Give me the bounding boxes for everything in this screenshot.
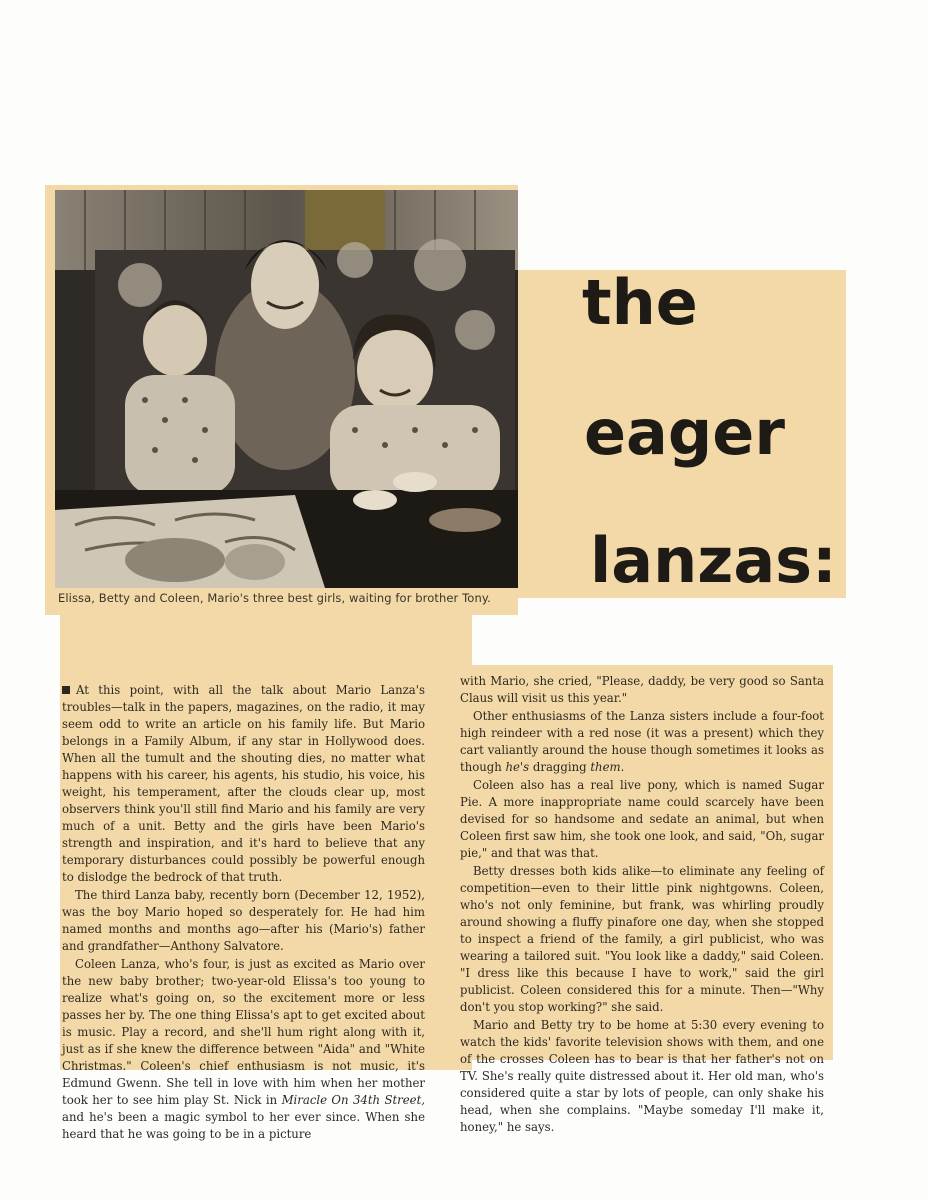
article-column-right xyxy=(460,673,824,1137)
paragraph-text: Coleen Lanza, who's four, is just as excited as Mario over the new baby brother; two-year-old Elissa's too young to realize what's going on, so the excitement more or less passes her by. The one thing Elissa's apt to get excited about is music. Play a record, and she'll hum right along with it, just as if she knew the difference between "Aida" and "White Christmas." Coleen's chief enthusiasm is not music, it's Edmund Gwenn. She tell in love with him when her mother took her to see him play St. Nick in xyxy=(62,957,425,1107)
article-column-left xyxy=(62,682,425,1144)
emphasis: them. xyxy=(590,760,625,774)
paragraph xyxy=(62,682,425,886)
film-title: Miracle On 34th Street, xyxy=(281,1093,425,1107)
paragraph: The third Lanza baby, recently born (December 12, 1952), was the boy Mario hoped so desperately for. He had him named months and months ago—after his (Mario's) father and grandfather—Anthony Salvatore. xyxy=(62,888,425,953)
paragraph: Coleen also has a real live pony, which is named Sugar Pie. A more inappropriate name could scarcely have been devised for so handsome and sedate an animal, but when Coleen first saw him, she took one look, and said, "Oh, sugar pie," and that was that. xyxy=(460,778,824,860)
paragraph-text: At this point, with all the talk about Mario Lanza's troubles—talk in the papers, magazines, on the radio, it may seem odd to write an article on his family life. But Mario belongs in a Family Album, if any star in Hollywood does. When all the tumult and the shouting dies, no matter what happens with his career, his agents, his studio, his voice, his weight, his temperament, after the clouds clear up, most observers think you'll still find Mario and his family are very much of a unit. Betty and the girls have been Mario's strength and inspiration, and it's hard to believe that any temporary disturbances could possibly be powerful enough to dislodge the bedrock of that truth. xyxy=(62,683,425,884)
headline-line-1: the xyxy=(582,266,698,339)
headline-line-2: eager xyxy=(584,396,785,469)
paragraph: Mario and Betty try to be home at 5:30 every evening to watch the kids' favorite television shows with them, and one of the crosses Coleen has to bear is that her father's not on TV. She's really quite distressed about it. Her old man, who's considered quite a star by lots of people, can only shake his head, when she complains. "Maybe someday I'll make it, honey," he says. xyxy=(460,1018,824,1134)
headline-line-3: lanzas: xyxy=(590,524,837,597)
paragraph xyxy=(62,956,425,1143)
paragraph-text: and he's been a magic symbol to her ever since. When she heard that he was going to be in a picture xyxy=(62,1110,425,1141)
paragraph xyxy=(460,708,824,776)
emphasis: he's xyxy=(505,760,530,774)
paragraph-text: dragging xyxy=(532,760,587,774)
photo-caption: Elissa, Betty and Coleen, Mario's three best girls, waiting for brother Tony. xyxy=(58,591,491,605)
family-photo xyxy=(55,190,518,588)
bullet-marker xyxy=(62,686,70,694)
paragraph: with Mario, she cried, "Please, daddy, be very good so Santa Claus will visit us this year." xyxy=(460,674,824,705)
family-photo-illustration xyxy=(55,190,518,588)
paragraph: Betty dresses both kids alike—to eliminate any feeling of competition—even to their little pink nightgowns. Coleen, who's not only feminine, but frank, was whirling proudly around showing a fluffy pinafore one day, when she stopped to inspect a friend of the family, a girl publicist, who was wearing a tailored suit. "You look like a daddy," said Coleen. "I dress like this because I have to work," said the girl publicist. Coleen considered this for a minute. Then—"Why don't you stop working?" she said. xyxy=(460,864,824,1014)
paragraph-text: Other enthusiasms of the Lanza sisters include a four-foot high reindeer with a red nose (it was a present) which they cart valiantly around the house though sometimes it looks as though xyxy=(460,709,824,774)
